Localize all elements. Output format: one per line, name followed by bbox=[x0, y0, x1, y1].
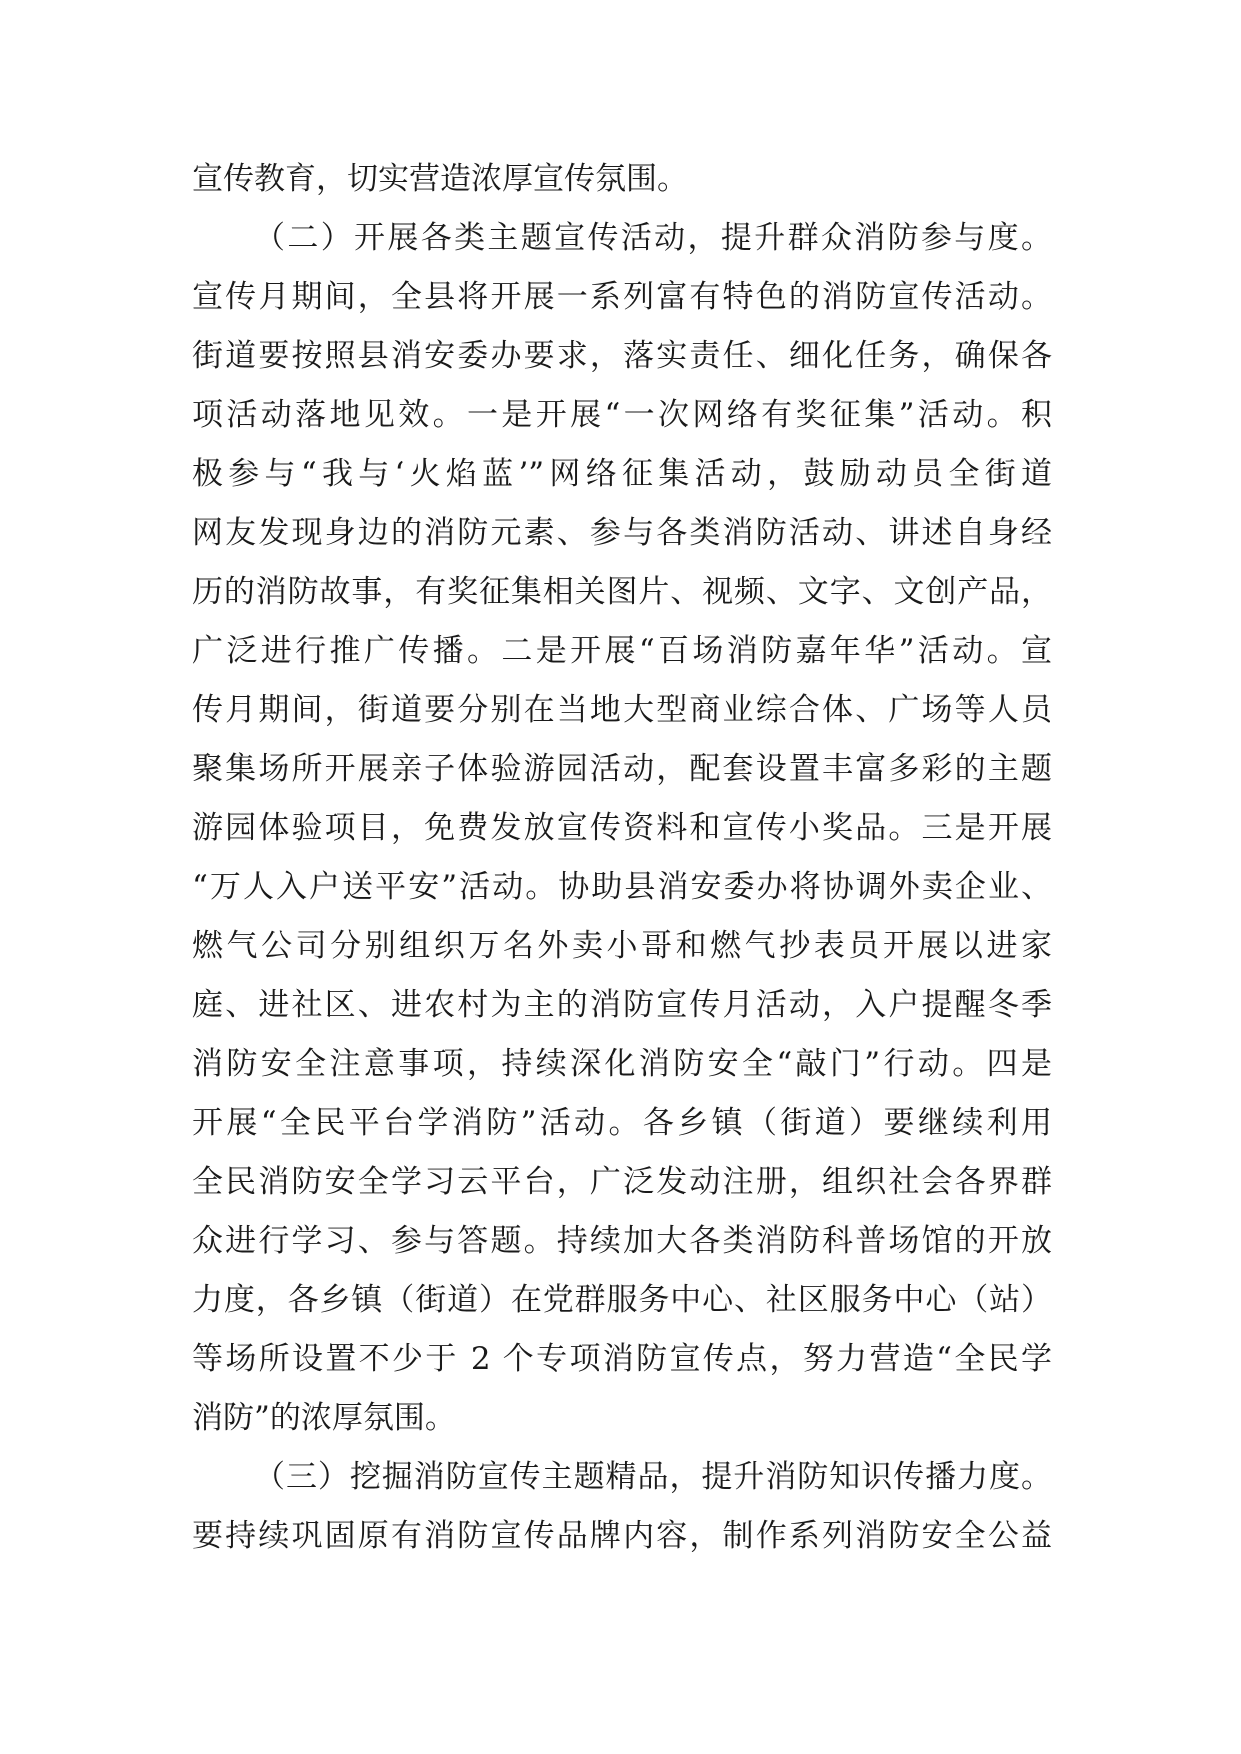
text-line: 聚集场所开展亲子体验游园活动，配套设置丰富多彩的主题 bbox=[192, 751, 1052, 787]
text-line: 街道要按照县消安委办要求，落实责任、细化任务，确保各 bbox=[192, 338, 1052, 374]
section-heading-two: （二）开展各类主题宣传活动，提升群众消防参与度。 bbox=[254, 220, 1052, 256]
text-line: 历的消防故事，有奖征集相关图片、视频、文字、文创产品， bbox=[192, 574, 1052, 610]
text-line: 等场所设置不少于 2 个专项消防宣传点，努力营造“全民学 bbox=[192, 1341, 1052, 1377]
text-line: 游园体验项目，免费发放宣传资料和宣传小奖品。三是开展 bbox=[192, 810, 1052, 846]
text-line: 众进行学习、参与答题。持续加大各类消防科普场馆的开放 bbox=[192, 1223, 1052, 1259]
text-line: 宣传月期间，全县将开展一系列富有特色的消防宣传活动。 bbox=[192, 279, 1052, 315]
text-line: 全民消防安全学习云平台，广泛发动注册，组织社会各界群 bbox=[192, 1164, 1052, 1200]
text-line: 项活动落地见效。一是开展“一次网络有奖征集”活动。积 bbox=[192, 397, 1052, 433]
document-body bbox=[192, 150, 1052, 1566]
text-line: 极参与“我与‘火焰蓝’”网络征集活动，鼓励动员全街道 bbox=[192, 456, 1052, 492]
section-heading-three: （三）挖掘消防宣传主题精品，提升消防知识传播力度。 bbox=[254, 1459, 1052, 1495]
text-line: 宣传教育，切实营造浓厚宣传氛围。 bbox=[192, 161, 688, 197]
text-line: 消防安全注意事项，持续深化消防安全“敲门”行动。四是 bbox=[192, 1046, 1052, 1082]
text-line: 力度，各乡镇（街道）在党群服务中心、社区服务中心（站） bbox=[192, 1282, 1052, 1318]
text-line: 要持续巩固原有消防宣传品牌内容，制作系列消防安全公益 bbox=[192, 1518, 1052, 1554]
text-line: 广泛进行推广传播。二是开展“百场消防嘉年华”活动。宣 bbox=[192, 633, 1052, 669]
text-line: 燃气公司分别组织万名外卖小哥和燃气抄表员开展以进家 bbox=[192, 928, 1052, 964]
text-line: 传月期间，街道要分别在当地大型商业综合体、广场等人员 bbox=[192, 692, 1052, 728]
text-line: 开展“全民平台学消防”活动。各乡镇（街道）要继续利用 bbox=[192, 1105, 1052, 1141]
text-line: 网友发现身边的消防元素、参与各类消防活动、讲述自身经 bbox=[192, 515, 1052, 551]
text-line: “万人入户送平安”活动。协助县消安委办将协调外卖企业、 bbox=[192, 869, 1052, 905]
text-line: 庭、进社区、进农村为主的消防宣传月活动，入户提醒冬季 bbox=[192, 987, 1052, 1023]
text-line: 消防”的浓厚氛围。 bbox=[192, 1400, 456, 1436]
